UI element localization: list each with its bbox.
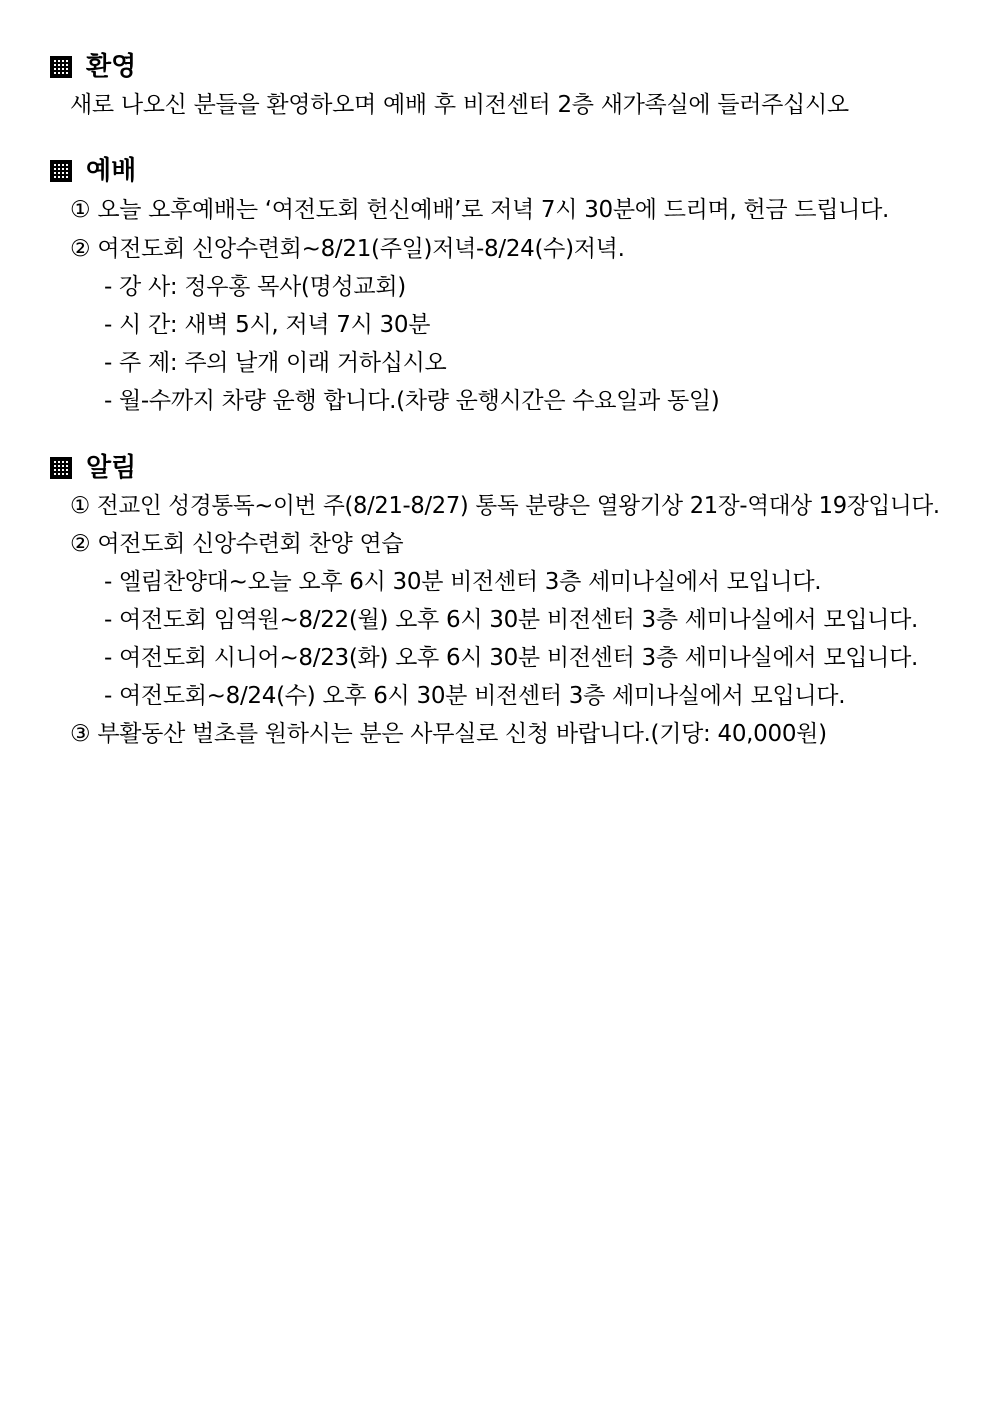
notice-subitem-choir: - 엘림찬양대~오늘 오후 6시 30분 비전센터 3층 세미나실에서 모입니다. [104,569,822,595]
section-title: 환영 [86,52,137,82]
section-heading-welcome [50,50,136,84]
worship-subitem-speaker: - 강 사: 정우홍 목사(명성교회) [104,274,406,300]
square-bullet-icon [50,160,72,182]
notice-subitem-officers: - 여전도회 임역원~8/22(월) 오후 6시 30분 비전센터 3층 세미나실에서 모입니다. [104,607,918,633]
worship-subitem-time: - 시 간: 새벽 5시, 저녁 7시 30분 [104,312,431,338]
notice-subitem-womens-assoc: - 여전도회~8/24(수) 오후 6시 30분 비전센터 3층 세미나실에서 모입니다. [104,683,846,709]
square-bullet-icon [50,56,72,78]
worship-subitem-theme: - 주 제: 주의 날개 이래 거하십시오 [104,350,447,376]
notice-item-3: ③ 부활동산 벌초를 원하시는 분은 사무실로 신청 바랍니다.(기당: 40,000원) [70,721,827,747]
section-title: 알림 [86,453,137,483]
notice-item-2: ② 여전도회 신앙수련회 찬양 연습 [70,531,404,557]
square-bullet-icon [50,457,72,479]
notice-subitem-seniors: - 여전도회 시니어~8/23(화) 오후 6시 30분 비전센터 3층 세미나실에서 모입니다. [104,645,918,671]
section-heading-notices [50,451,136,485]
worship-item-1: ① 오늘 오후예배는 ‘여전도회 헌신예배’로 저녁 7시 30분에 드리며, 헌금 드립니다. [70,197,890,223]
worship-item-2: ② 여전도회 신앙수련회~8/21(주일)저녁-8/24(수)저녁. [70,236,625,262]
worship-subitem-vehicle: - 월-수까지 차량 운행 합니다.(차량 운행시간은 수요일과 동일) [104,388,720,414]
notice-item-1: ① 전교인 성경통독~이번 주(8/21-8/27) 통독 분량은 열왕기상 21장-역대상 19장입니다. [70,493,940,519]
welcome-text: 새로 나오신 분들을 환영하오며 예배 후 비전센터 2층 새가족실에 들러주십시오 [70,92,849,118]
section-title: 예배 [86,156,137,186]
section-heading-worship [50,154,136,188]
